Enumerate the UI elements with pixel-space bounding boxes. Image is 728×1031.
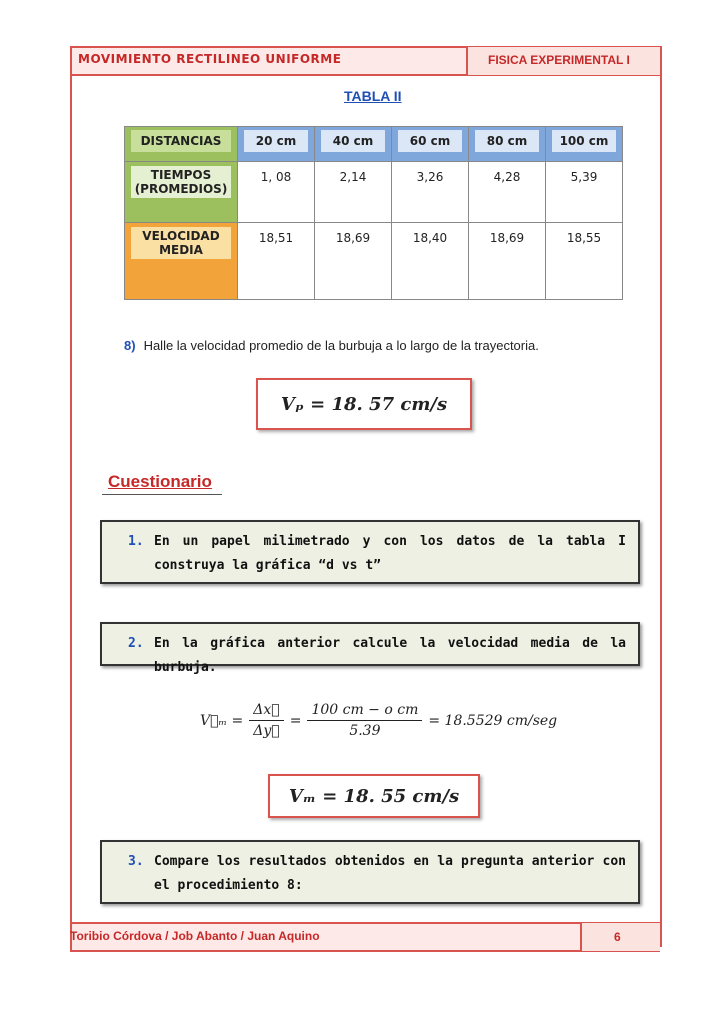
fraction-denominator: Δy⃗: [253, 723, 280, 739]
table-cell: 20 cm: [244, 130, 308, 152]
row-label-distancias: DISTANCIAS: [131, 130, 231, 152]
table-cell: 18,69: [335, 231, 371, 245]
footer-authors: Toribio Córdova / Job Abanto / Juan Aquino: [70, 929, 320, 943]
table-row-velocidad: [125, 223, 623, 300]
table-cell: 18,55: [566, 231, 602, 245]
table-cell: 3,26: [416, 170, 444, 184]
question-8-text: Halle la velocidad promedio de la burbuja a lo largo de la trayectoria.: [143, 338, 539, 353]
row-label-line: TIEMPOS: [150, 168, 212, 182]
question-3-number: 3.: [128, 854, 144, 869]
formula-lhs: V⃗ₘ =: [200, 712, 244, 729]
question-1-text: En un papel milimetrado y con los datos de la tabla I construya la gráfica “d vs t”: [154, 534, 626, 573]
question-8-number: 8): [124, 338, 136, 353]
row-label-line: VELOCIDAD: [142, 229, 220, 243]
fraction-numerator: 100 cm − o cm: [307, 702, 422, 721]
question-2-box: [100, 622, 640, 675]
result-vp: Vₚ = 18. 57 cm/s: [280, 393, 448, 415]
table-cell: 100 cm: [552, 130, 616, 152]
result-vm-box: [268, 774, 480, 818]
table-cell: 5,39: [570, 170, 598, 184]
velocity-formula: [200, 702, 557, 739]
question-2-number: 2.: [128, 636, 144, 651]
fraction-values: [307, 702, 422, 739]
header-right-box: [466, 47, 660, 75]
question-8: [124, 338, 539, 353]
table-cell: 60 cm: [398, 130, 462, 152]
question-3-text: Compare los resultados obtenidos en la pregunta anterior con el procedimiento 8:: [154, 854, 626, 893]
footer-page-box: [580, 923, 660, 951]
table-cell: 40 cm: [321, 130, 385, 152]
table-row-tiempos: [125, 162, 623, 223]
table-cell: 2,14: [339, 170, 367, 184]
formula-rhs: = 18.5529 cm/seg: [428, 712, 558, 729]
question-1-box: [100, 520, 640, 584]
table-cell: 18,51: [258, 231, 294, 245]
result-vm: Vₘ = 18. 55 cm/s: [288, 785, 460, 807]
row-label-line: (PROMEDIOS): [134, 182, 228, 196]
fraction-numerator: Δx⃗: [249, 702, 283, 721]
table-cell: 4,28: [493, 170, 521, 184]
question-3-box: [100, 840, 640, 904]
question-1-number: 1.: [128, 534, 144, 549]
table-cell: 18,69: [489, 231, 525, 245]
page-number: 6: [614, 930, 621, 944]
data-table: [124, 126, 623, 300]
table-cell: 18,40: [412, 231, 448, 245]
cuestionario-title: Cuestionario: [102, 472, 222, 495]
formula-equals: =: [289, 712, 302, 729]
table-row-distancias: [125, 127, 623, 162]
question-2-text: En la gráfica anterior calcule la velocidad media de la burbuja.: [154, 636, 626, 675]
table-title: TABLA II: [344, 88, 402, 104]
header-right-title: FISICA EXPERIMENTAL I: [488, 53, 630, 67]
row-label-line: MEDIA: [159, 243, 203, 257]
result-vp-box: [256, 378, 472, 430]
fraction-denominator: 5.39: [349, 723, 381, 739]
header-left-title: MOVIMIENTO RECTILINEO UNIFORME: [78, 52, 342, 66]
row-label-tiempos: [131, 166, 231, 198]
table-cell: 80 cm: [475, 130, 539, 152]
table-cell: 1, 08: [260, 170, 292, 184]
row-label-velocidad: [131, 227, 231, 259]
fraction-delta: [249, 702, 283, 739]
